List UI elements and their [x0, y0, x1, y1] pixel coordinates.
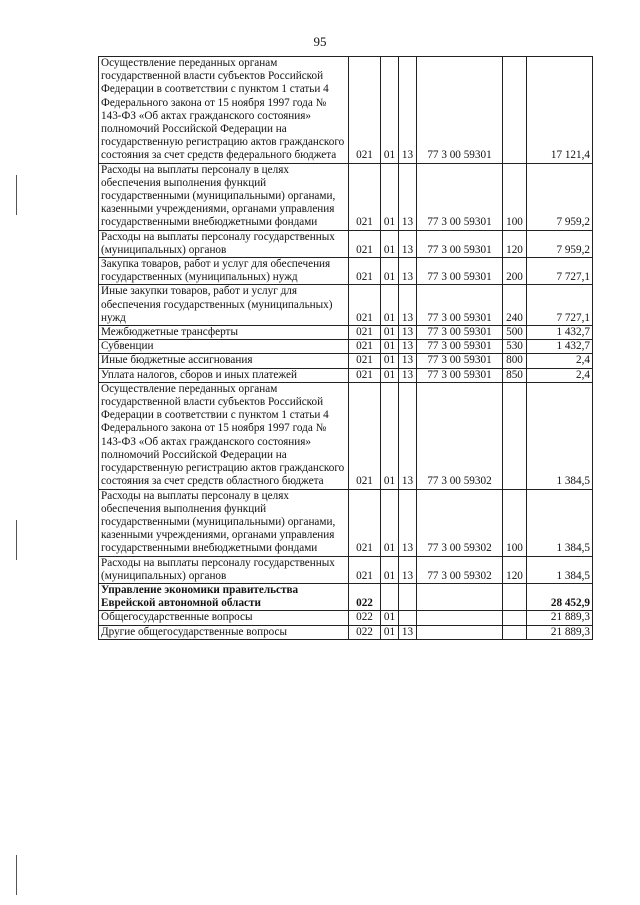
amount: 1 384,5	[527, 382, 593, 489]
expense-type-code	[503, 57, 527, 164]
ministry-code: 022	[349, 611, 381, 625]
target-article-code: 77 3 00 59302	[417, 489, 503, 556]
expense-type-code: 500	[503, 326, 527, 340]
row-description: Расходы на выплаты персоналу в целях обеспечения выполнения функций государственными (муниципальными) органами, казенными учреждениями, органами управления государственными внебюджетными фондами	[99, 489, 349, 556]
ministry-code: 021	[349, 258, 381, 285]
expense-type-code: 120	[503, 556, 527, 583]
row-description: Осуществление переданных органам государственной власти субъектов Российской Федерации в соответствии с пунктом 1 статьи 4 Федерального закона от 15 ноября 1997 года № 143-ФЗ «Об актах гражданского состояния» полномочий Российской Федерации на государственную регистрацию актов гражданского состояния за счет средств областного бюджета	[99, 382, 349, 489]
amount: 7 959,2	[527, 230, 593, 257]
amount: 28 452,9	[527, 583, 593, 610]
target-article-code: 77 3 00 59301	[417, 163, 503, 230]
table-row	[99, 382, 593, 489]
section-code: 01	[381, 556, 399, 583]
ministry-code: 022	[349, 583, 381, 610]
expense-type-code	[503, 382, 527, 489]
amount: 1 432,7	[527, 340, 593, 354]
section-code: 01	[381, 354, 399, 368]
subsection-code: 13	[399, 556, 417, 583]
subsection-code: 13	[399, 368, 417, 382]
row-description: Управление экономики правительства Еврейской автономной области	[99, 583, 349, 610]
ministry-code: 021	[349, 285, 381, 326]
expense-type-code	[503, 583, 527, 610]
section-code: 01	[381, 368, 399, 382]
amount: 1 384,5	[527, 489, 593, 556]
amount: 7 959,2	[527, 163, 593, 230]
target-article-code: 77 3 00 59301	[417, 258, 503, 285]
subsection-code: 13	[399, 625, 417, 639]
row-description: Расходы на выплаты персоналу государственных (муниципальных) органов	[99, 230, 349, 257]
expense-type-code: 120	[503, 230, 527, 257]
target-article-code: 77 3 00 59301	[417, 326, 503, 340]
expense-type-code: 850	[503, 368, 527, 382]
target-article-code: 77 3 00 59302	[417, 382, 503, 489]
amount: 7 727,1	[527, 258, 593, 285]
table-row	[99, 57, 593, 164]
target-article-code: 77 3 00 59301	[417, 285, 503, 326]
section-code: 01	[381, 611, 399, 625]
target-article-code	[417, 625, 503, 639]
section-code: 01	[381, 230, 399, 257]
table-row	[99, 368, 593, 382]
row-description: Расходы на выплаты персоналу государственных (муниципальных) органов	[99, 556, 349, 583]
table-row	[99, 611, 593, 625]
ministry-code: 021	[349, 556, 381, 583]
expense-type-code: 240	[503, 285, 527, 326]
ministry-code: 021	[349, 57, 381, 164]
ministry-code: 021	[349, 163, 381, 230]
target-article-code: 77 3 00 59301	[417, 340, 503, 354]
table-body	[99, 57, 593, 640]
subsection-code	[399, 611, 417, 625]
subsection-code: 13	[399, 285, 417, 326]
row-description: Иные бюджетные ассигнования	[99, 354, 349, 368]
row-description: Расходы на выплаты персоналу в целях обеспечения выполнения функций государственными (муниципальными) органами, казенными учреждениями, органами управления государственными внебюджетными фондами	[99, 163, 349, 230]
subsection-code: 13	[399, 326, 417, 340]
ministry-code: 021	[349, 489, 381, 556]
budget-table	[98, 56, 593, 640]
table-row	[99, 326, 593, 340]
target-article-code: 77 3 00 59301	[417, 368, 503, 382]
target-article-code	[417, 583, 503, 610]
amount: 2,4	[527, 368, 593, 382]
row-description: Осуществление переданных органам государственной власти субъектов Российской Федерации в соответствии с пунктом 1 статьи 4 Федерального закона от 15 ноября 1997 года № 143-ФЗ «Об актах гражданского состояния» полномочий Российской Федерации на государственную регистрацию актов гражданского состояния за счет средств федерального бюджета	[99, 57, 349, 164]
target-article-code	[417, 611, 503, 625]
section-code: 01	[381, 382, 399, 489]
expense-type-code: 100	[503, 163, 527, 230]
subsection-code: 13	[399, 163, 417, 230]
section-code: 01	[381, 57, 399, 164]
target-article-code: 77 3 00 59302	[417, 556, 503, 583]
ministry-code: 021	[349, 354, 381, 368]
amount: 21 889,3	[527, 625, 593, 639]
expense-type-code	[503, 611, 527, 625]
table-row	[99, 258, 593, 285]
table-row	[99, 489, 593, 556]
expense-type-code: 200	[503, 258, 527, 285]
subsection-code: 13	[399, 489, 417, 556]
expense-type-code: 800	[503, 354, 527, 368]
amount: 1 384,5	[527, 556, 593, 583]
expense-type-code	[503, 625, 527, 639]
amount: 17 121,4	[527, 57, 593, 164]
ministry-code: 021	[349, 382, 381, 489]
row-description: Другие общегосударственные вопросы	[99, 625, 349, 639]
subsection-code	[399, 583, 417, 610]
expense-type-code: 100	[503, 489, 527, 556]
section-code: 01	[381, 340, 399, 354]
table-row	[99, 340, 593, 354]
row-description: Межбюджетные трансферты	[99, 326, 349, 340]
table-row	[99, 354, 593, 368]
subsection-code: 13	[399, 258, 417, 285]
subsection-code: 13	[399, 382, 417, 489]
amount: 1 432,7	[527, 326, 593, 340]
row-description: Закупка товаров, работ и услуг для обеспечения государственных (муниципальных) нужд	[99, 258, 349, 285]
target-article-code: 77 3 00 59301	[417, 57, 503, 164]
margin-mark	[16, 855, 17, 895]
table-row	[99, 556, 593, 583]
ministry-code: 021	[349, 326, 381, 340]
row-description: Общегосударственные вопросы	[99, 611, 349, 625]
ministry-code: 022	[349, 625, 381, 639]
ministry-code: 021	[349, 340, 381, 354]
section-code: 01	[381, 163, 399, 230]
section-code: 01	[381, 285, 399, 326]
section-code: 01	[381, 489, 399, 556]
section-code: 01	[381, 326, 399, 340]
ministry-code: 021	[349, 230, 381, 257]
row-description: Субвенции	[99, 340, 349, 354]
expense-type-code: 530	[503, 340, 527, 354]
ministry-code: 021	[349, 368, 381, 382]
section-code: 01	[381, 625, 399, 639]
subsection-code: 13	[399, 230, 417, 257]
subsection-code: 13	[399, 340, 417, 354]
table-row	[99, 583, 593, 610]
page-number: 95	[313, 34, 327, 49]
table-row	[99, 625, 593, 639]
amount: 21 889,3	[527, 611, 593, 625]
amount: 2,4	[527, 354, 593, 368]
table-row	[99, 230, 593, 257]
margin-mark	[16, 175, 17, 215]
row-description: Уплата налогов, сборов и иных платежей	[99, 368, 349, 382]
subsection-code: 13	[399, 354, 417, 368]
row-description: Иные закупки товаров, работ и услуг для обеспечения государственных (муниципальных) нужд	[99, 285, 349, 326]
table-row	[99, 163, 593, 230]
section-code	[381, 583, 399, 610]
amount: 7 727,1	[527, 285, 593, 326]
subsection-code: 13	[399, 57, 417, 164]
target-article-code: 77 3 00 59301	[417, 354, 503, 368]
margin-mark	[16, 520, 17, 560]
table-row	[99, 285, 593, 326]
section-code: 01	[381, 258, 399, 285]
target-article-code: 77 3 00 59301	[417, 230, 503, 257]
